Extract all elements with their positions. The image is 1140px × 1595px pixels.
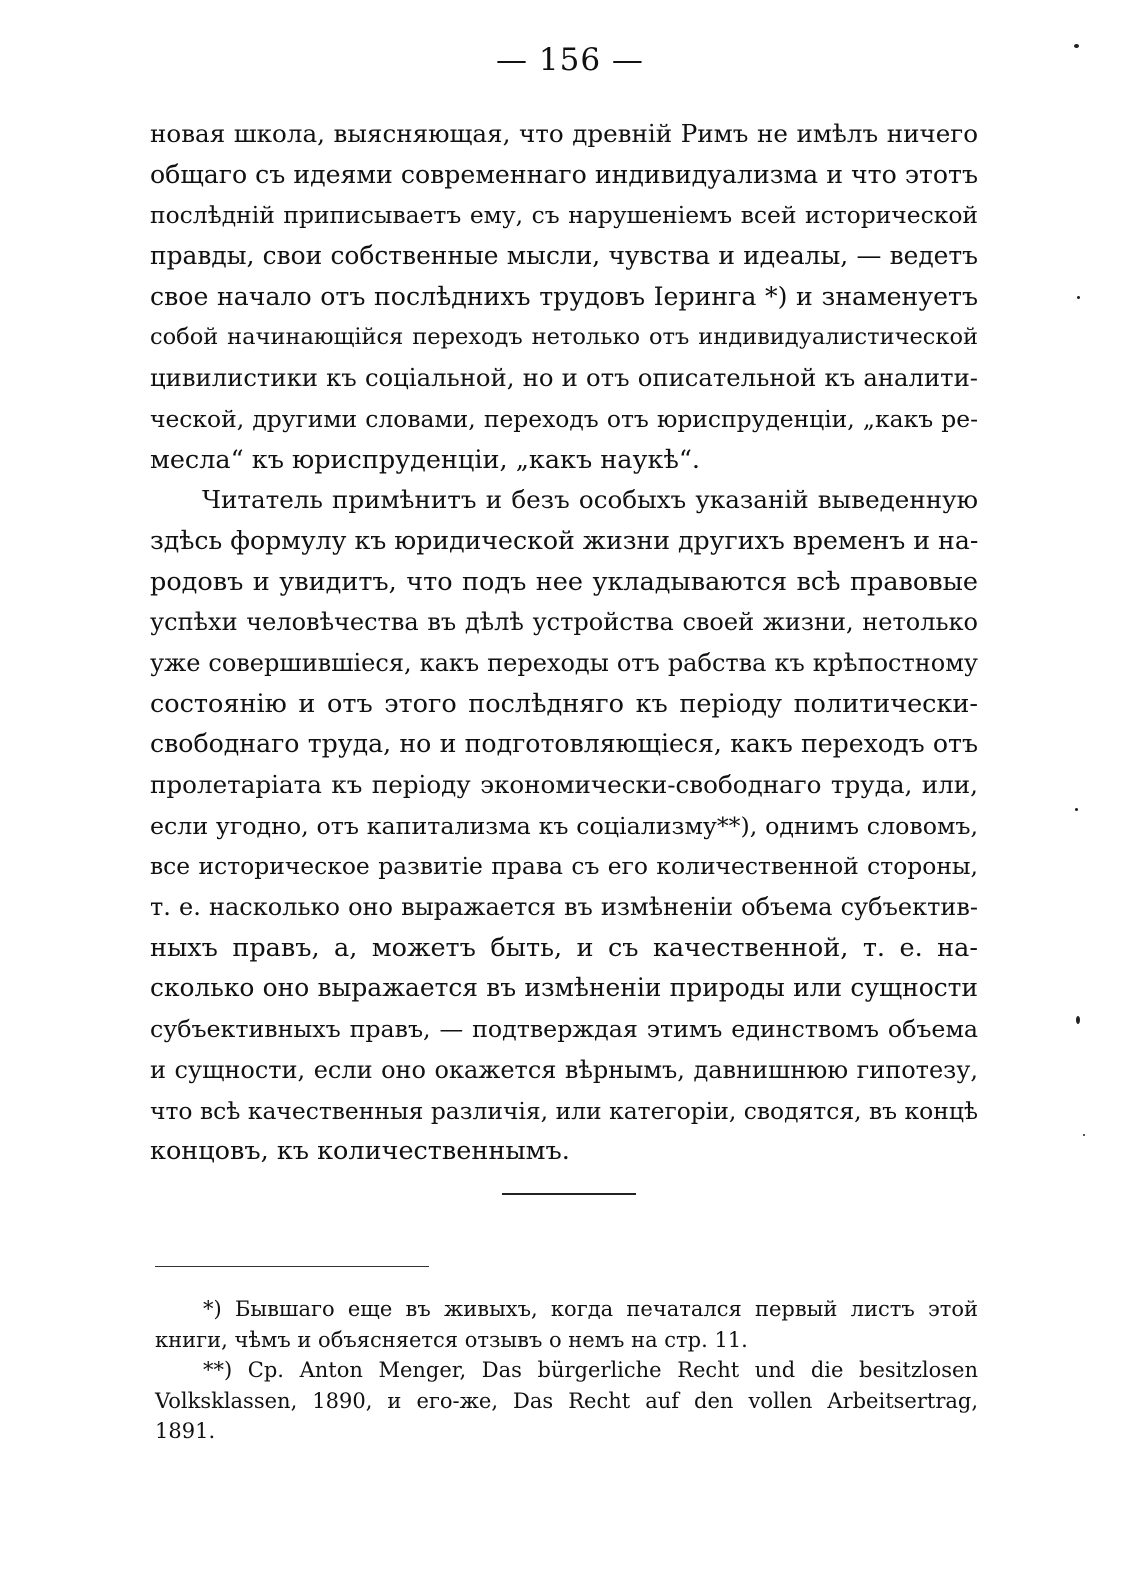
text-line: Читатель примѣнитъ и безъ особыхъ указаній выведенную (202, 485, 978, 515)
scan-speck (1074, 44, 1079, 48)
footnotes (155, 1294, 978, 1447)
text-line: свободнаго труда, но и подготовляющіеся, какъ переходъ отъ (150, 729, 978, 759)
text-line: ныхъ правъ, а, можетъ быть, и съ качественной, т. е. на- (150, 932, 978, 963)
text-line: успѣхи человѣчества въ дѣлѣ устройства своей жизни, нетолько (150, 608, 978, 637)
paragraph-2 (150, 480, 978, 1172)
scan-speck (1077, 296, 1080, 299)
footnote-line: **) Ср. Anton Menger, Das bürgerliche Recht und die besitzlosen (203, 1358, 978, 1382)
text-line: субъективныхъ правъ, — подтверждая этимъ единствомъ объема (150, 1015, 978, 1044)
footnote-2 (155, 1355, 978, 1447)
footnote-line: *) Бывшаго еще въ живыхъ, когда печатался первый листъ этой (203, 1297, 978, 1321)
text-line: правды, свои собственные мысли, чувства и идеалы, — ведетъ (150, 241, 978, 271)
text-line: новая школа, выясняющая, что древній Римъ не имѣлъ ничего (150, 119, 978, 148)
text-line: что всѣ качественныя различія, или категоріи, сводятся, въ концѣ (150, 1096, 978, 1125)
text-line: свое начало отъ послѣднихъ трудовъ Іеринга *) и знаменуетъ (150, 281, 978, 311)
main-text (150, 114, 978, 1172)
scan-speck (1075, 808, 1078, 811)
footnote-line: книги, чѣмъ и объясняется отзывъ о немъ на стр. 11. (155, 1327, 748, 1352)
text-line: пролетаріата къ періоду экономически-свободнаго труда, или, (150, 770, 978, 799)
text-line: т. е. насколько оно выражается въ измѣненіи объема субъектив- (150, 893, 978, 922)
text-line: общаго съ идеями современнаго индивидуализма и что этотъ (150, 159, 978, 189)
text-line: здѣсь формулу къ юридической жизни другихъ временъ и на- (150, 525, 979, 555)
footnote-line: 1891. (155, 1419, 216, 1443)
page-number: — 156 — (496, 42, 644, 78)
section-divider (502, 1193, 636, 1195)
text-line: если угодно, отъ капитализма къ соціализму**), однимъ словомъ, (150, 811, 978, 840)
footnote-1 (155, 1294, 978, 1355)
text-line: ческой, другими словами, переходъ отъ юриспруденціи, „какъ ре- (150, 404, 978, 433)
text-line: сколько оно выражается въ измѣненіи природы или сущности (150, 973, 978, 1003)
paragraph-1 (150, 114, 978, 480)
footnote-line: Volksklassen, 1890, и его-же, Das Recht auf den vollen Arbeitsertrag, (155, 1388, 978, 1413)
text-line: месла“ къ юриспруденціи, „какъ наукѣ“. (150, 444, 700, 475)
text-line: послѣдній приписываетъ ему, съ нарушеніемъ всей исторической (150, 201, 978, 230)
text-line: родовъ и увидитъ, что подъ нее укладываются всѣ правовые (150, 566, 978, 597)
scan-speck (1083, 1134, 1085, 1136)
footnote-divider (155, 1266, 429, 1267)
text-line: состоянію и отъ этого послѣдняго къ періоду политически- (150, 688, 978, 719)
text-line: все историческое развитіе права съ его количественной стороны, (150, 852, 978, 881)
text-line: собой начинающійся переходъ нетолько отъ индивидуалистической (150, 324, 978, 351)
scan-speck (1076, 1016, 1080, 1024)
text-line: и сущности, если оно окажется вѣрнымъ, давнишнюю гипотезу, (150, 1055, 978, 1084)
text-line: уже совершившіеся, какъ переходы отъ рабства къ крѣпостному (150, 648, 978, 677)
text-line: цивилистики къ соціальной, но и отъ описательной къ аналити- (150, 363, 978, 393)
text-line: концовъ, къ количественнымъ. (150, 1136, 570, 1167)
